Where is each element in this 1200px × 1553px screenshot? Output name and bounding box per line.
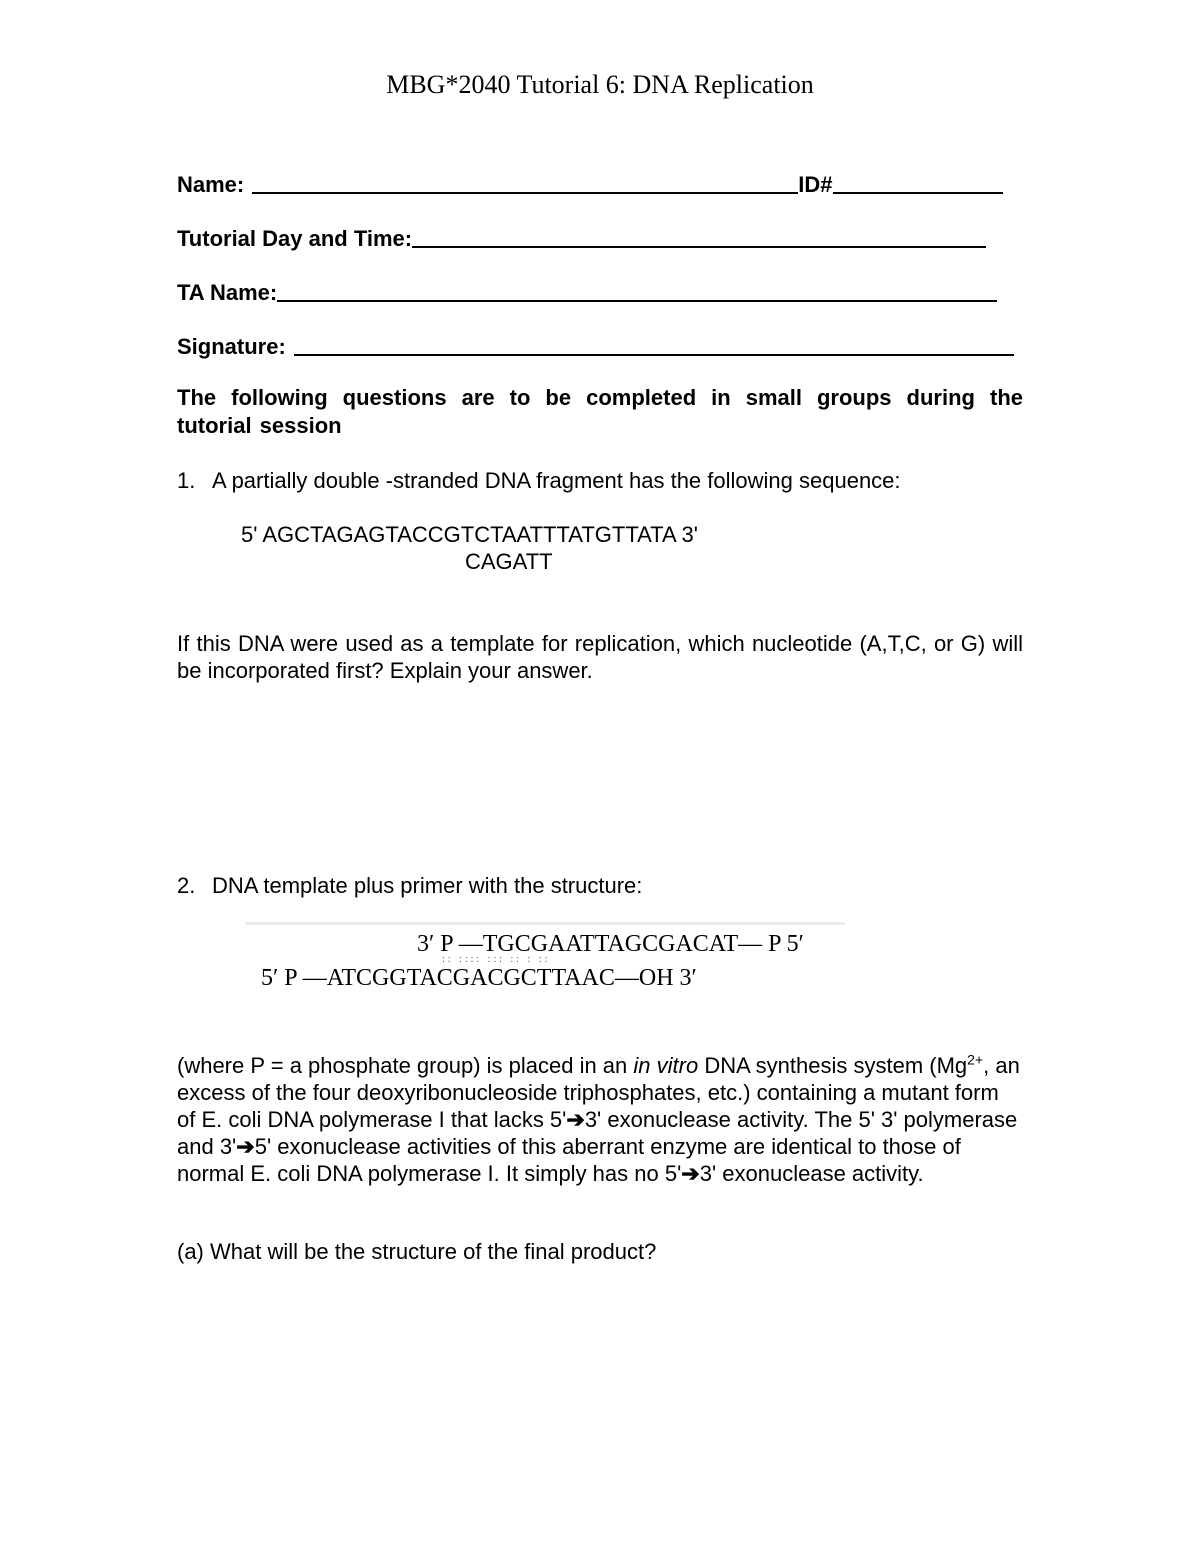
paragraph-text: 5' exonuclease activities of this aberrant enzyme are identical to those of normal E. coli DNA polymerase I. It simply has no 5' (177, 1134, 961, 1186)
paragraph-text: , an excess of the four deoxyribonucleoside triphosphates, etc.) containing a mutant form of E. coli DNA polymerase I that lacks 5' (177, 1053, 1020, 1132)
arrow-icon: ➔ (681, 1161, 700, 1186)
question-1-prompt: If this DNA were used as a template for replication, which nucleotide (A,T,C, or G) will be incorporated first? Explain your answer. (177, 631, 1023, 683)
signature-field-row (177, 330, 1014, 360)
id-label: ID# (798, 172, 833, 197)
question-2 (177, 872, 642, 900)
question-2-number: 2. (177, 873, 196, 898)
question-1 (177, 467, 901, 495)
name-label: Name: (177, 172, 245, 197)
name-field-row (177, 168, 1003, 198)
paragraph-text: 3' exonuclease activity. (699, 1161, 924, 1186)
signature-label: Signature: (177, 334, 286, 359)
in-vitro-text: in vitro (633, 1053, 699, 1078)
template-strand: 3′ P —TGCGAATTAGCGACAT— P 5′ (417, 931, 804, 957)
paragraph-text: DNA synthesis system (Mg (698, 1053, 968, 1078)
paragraph-text: 3' exonuclease activity. The 5' 3' polymerase and 3' (177, 1107, 1018, 1159)
mg-superscript: 2+ (967, 1051, 984, 1068)
signature-field[interactable] (294, 354, 1014, 356)
base-pairing-dots: :: :::: ::: :: : :: (442, 954, 551, 965)
ta-name-label: TA Name: (177, 280, 278, 305)
ta-field-row (177, 276, 997, 306)
question-2-text: DNA template plus primer with the structure: (212, 873, 643, 898)
name-field[interactable] (252, 192, 798, 194)
instructions: The following questions are to be completed in small groups during the tutorial session (177, 385, 1023, 438)
question-2a: (a) What will be the structure of the final product? (177, 1239, 657, 1264)
id-field[interactable] (833, 192, 1003, 194)
paragraph-text: (where P = a phosphate group) is placed in an (177, 1053, 634, 1078)
tutorial-day-time-field[interactable] (412, 246, 986, 248)
tutorial-field-row (177, 222, 986, 252)
dna-top-strand: 5' AGCTAGAGTACCGTCTAATTTATGTTATA 3' (241, 522, 698, 547)
tutorial-day-time-label: Tutorial Day and Time: (177, 226, 413, 251)
question-1-text: A partially double -stranded DNA fragment has the following sequence: (212, 468, 901, 493)
question-2-paragraph (177, 1052, 1023, 1187)
template-primer-figure (245, 922, 845, 1000)
ta-name-field[interactable] (277, 300, 997, 302)
question-1-number: 1. (177, 468, 196, 493)
arrow-icon: ➔ (566, 1107, 585, 1132)
dna-bottom-strand: CAGATT (465, 549, 553, 574)
primer-strand: 5′ P —ATCGGTACGACGCTTAAC—OH 3′ (261, 965, 697, 991)
page-title: MBG*2040 Tutorial 6: DNA Replication (386, 70, 814, 99)
arrow-icon: ➔ (236, 1134, 255, 1159)
